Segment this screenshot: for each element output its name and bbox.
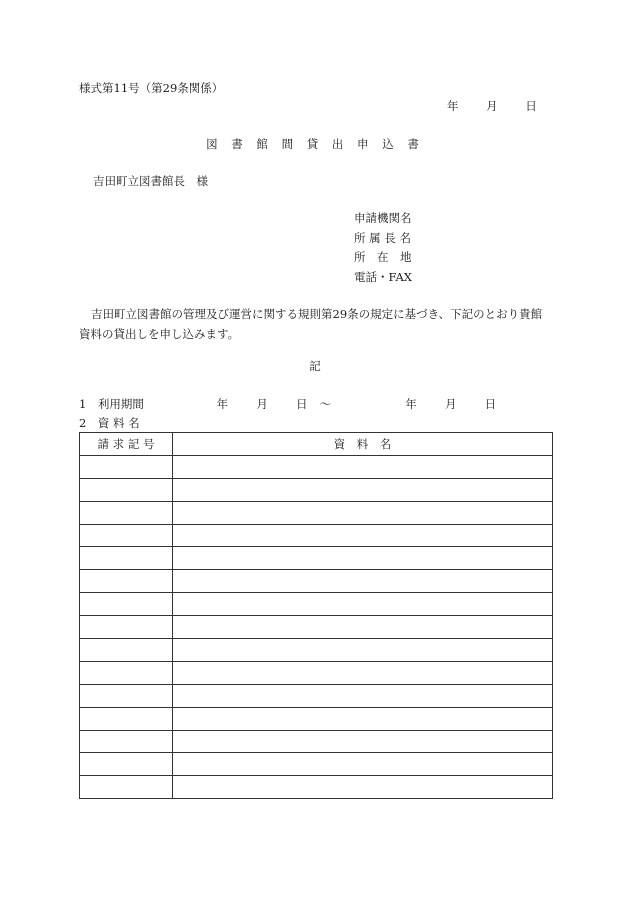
period-end-year: 年 xyxy=(405,397,417,411)
material-name-cell[interactable] xyxy=(173,661,553,684)
table-header-row xyxy=(80,433,553,456)
table-row xyxy=(80,547,553,570)
applicant-institution-label: 申請機関名 xyxy=(354,211,412,225)
table-row xyxy=(80,661,553,684)
ki-heading: 記 xyxy=(309,359,321,373)
call-number-cell[interactable] xyxy=(80,570,173,593)
table-row xyxy=(80,776,553,799)
table-row xyxy=(80,478,553,501)
date-line xyxy=(447,101,537,113)
call-number-cell[interactable] xyxy=(80,684,173,707)
table-row xyxy=(80,707,553,730)
table-row xyxy=(80,501,553,524)
materials-label: 2 資 料 名 xyxy=(79,416,140,430)
applicant-address-label: 所 在 地 xyxy=(354,250,412,264)
materials-table xyxy=(79,432,553,799)
applicant-block xyxy=(354,213,412,291)
table-row xyxy=(80,455,553,478)
call-number-cell[interactable] xyxy=(80,730,173,753)
material-name-cell[interactable] xyxy=(173,547,553,570)
table-row xyxy=(80,616,553,639)
application-statement: 吉田町立図書館の管理及び運営に関する規則第29条の規定に基づき、下記のとおり貴館資料の貸出しを申し込みます。 xyxy=(79,307,543,341)
table-row xyxy=(80,753,553,776)
material-name-cell[interactable] xyxy=(173,570,553,593)
material-name-cell[interactable] xyxy=(173,776,553,799)
addressee: 吉田町立図書館長 様 xyxy=(93,174,208,188)
material-name-header: 資 料 名 xyxy=(173,433,553,456)
call-number-cell[interactable] xyxy=(80,524,173,547)
material-name-cell[interactable] xyxy=(173,707,553,730)
period-tilde: ～ xyxy=(319,397,332,411)
call-number-cell[interactable] xyxy=(80,593,173,616)
period-start-month: 月 xyxy=(256,397,268,411)
table-row xyxy=(80,593,553,616)
applicant-contact-label: 電話・FAX xyxy=(354,269,412,284)
document-title: 図 書 館 間 貸 出 申 込 書 xyxy=(206,137,424,151)
form-number: 様式第11号（第29条関係） xyxy=(79,81,224,95)
material-name-cell[interactable] xyxy=(173,684,553,707)
material-name-cell[interactable] xyxy=(173,730,553,753)
table-row xyxy=(80,639,553,662)
date-day: 日 xyxy=(525,99,537,113)
period-end-month: 月 xyxy=(444,397,457,411)
call-number-header: 請 求 記 号 xyxy=(80,433,173,456)
table-row xyxy=(80,730,553,753)
call-number-cell[interactable] xyxy=(80,547,173,570)
call-number-cell[interactable] xyxy=(80,639,173,662)
table-row xyxy=(80,524,553,547)
material-name-cell[interactable] xyxy=(173,616,553,639)
period-start-day: 日 xyxy=(295,397,308,411)
usage-period-label: 1 利用期間 xyxy=(79,397,144,411)
period-start-year: 年 xyxy=(216,397,229,411)
materials-table-body xyxy=(80,455,553,798)
usage-period xyxy=(79,399,496,411)
material-name-cell[interactable] xyxy=(173,478,553,501)
call-number-cell[interactable] xyxy=(80,478,173,501)
call-number-cell[interactable] xyxy=(80,455,173,478)
table-row xyxy=(80,570,553,593)
material-name-cell[interactable] xyxy=(173,455,553,478)
call-number-cell[interactable] xyxy=(80,616,173,639)
applicant-head-label: 所 属 長 名 xyxy=(354,230,411,245)
material-name-cell[interactable] xyxy=(173,639,553,662)
call-number-cell[interactable] xyxy=(80,776,173,799)
call-number-cell[interactable] xyxy=(80,753,173,776)
call-number-cell[interactable] xyxy=(80,707,173,730)
period-end-day: 日 xyxy=(484,397,497,411)
material-name-cell[interactable] xyxy=(173,501,553,524)
material-name-cell[interactable] xyxy=(173,753,553,776)
call-number-cell[interactable] xyxy=(80,661,173,684)
material-name-cell[interactable] xyxy=(173,593,553,616)
material-name-cell[interactable] xyxy=(173,524,553,547)
date-year: 年 xyxy=(447,99,459,113)
date-month: 月 xyxy=(486,99,498,113)
call-number-cell[interactable] xyxy=(80,501,173,524)
table-row xyxy=(80,684,553,707)
